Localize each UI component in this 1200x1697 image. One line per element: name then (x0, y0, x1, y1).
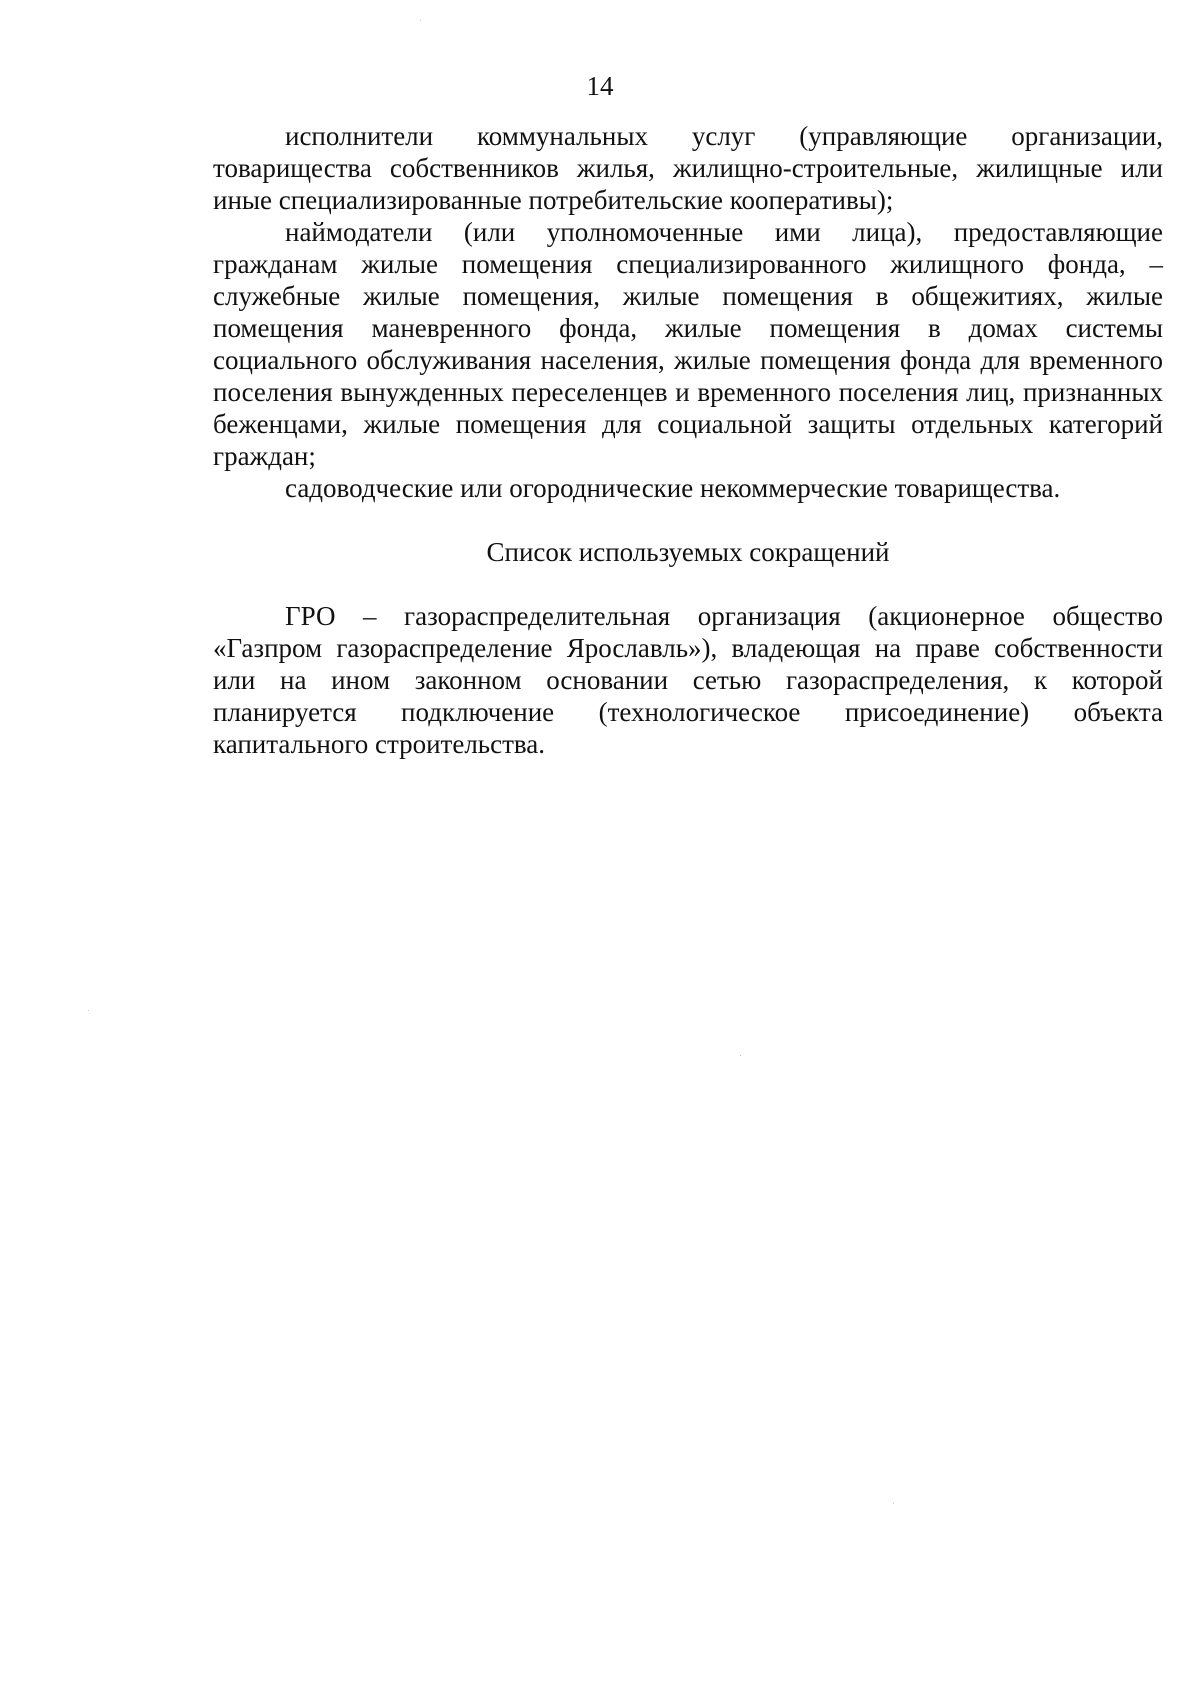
paragraph-gardening-partnerships: садоводческие или огороднические некоммерческие товарищества. (285, 473, 1061, 503)
scan-speck (740, 1055, 741, 1056)
section-heading-abbreviations: Список используемых сокращений (486, 537, 890, 567)
scan-speck (88, 1010, 89, 1011)
abbreviation-gro: ГРО – газораспределительная организация (акционерное общество «Газпром газораспределение Ярославль»), владеющая на праве собственности или на ином законном основании сетью газораспределения, к которой планируется подключение (технологическое присоединение) объекта капитального строительства. (213, 601, 1163, 759)
page-number: 14 (586, 71, 614, 101)
paragraph-landlords: наймодатели (или уполномоченные ими лица), предоставляющие гражданам жилые помещения специализированного жилищного фонда, – служебные жилые помещения, жилые помещения в общежитиях, жилые помещения маневренного фонда, жилые помещения в домах системы социального обслуживания населения, жилые помещения фонда для временного поселения вынужденных переселенцев и временного поселения лиц, признанных беженцами, жилые помещения для социальной защиты отдельных категорий граждан; (213, 217, 1163, 471)
scan-speck (893, 1503, 894, 1504)
document-body (213, 120, 1163, 760)
scan-speck (420, 20, 421, 21)
paragraph-utility-providers: исполнители коммунальных услуг (управляющие организации, товарищества собственников жилья, жилищно-строительные, жилищные или иные специализированные потребительские кооперативы); (213, 121, 1163, 215)
